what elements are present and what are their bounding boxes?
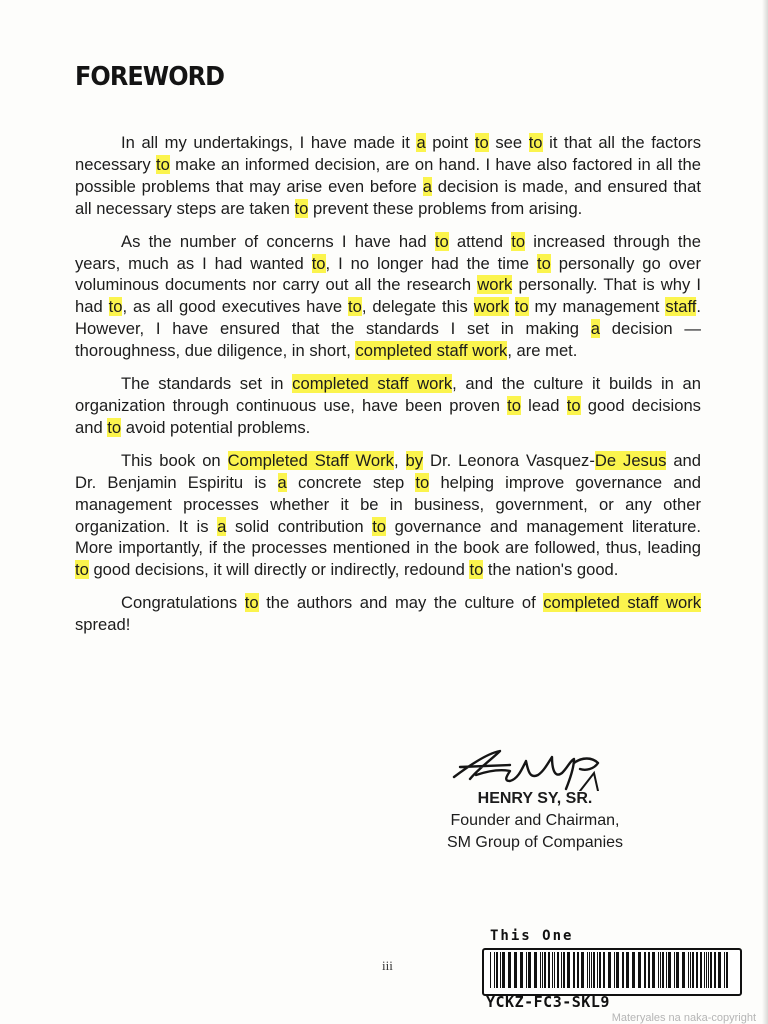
highlighted-text: work: [473, 297, 509, 317]
barcode-bar: [690, 952, 691, 988]
barcode-bar: [710, 952, 712, 988]
barcode: [482, 948, 742, 996]
barcode-bar: [508, 952, 511, 988]
paragraph: [75, 231, 701, 362]
barcode-code: YCKZ-FC3-SKL9: [486, 993, 610, 1011]
text-run: governance and management literature. More importantly, if the processes mentioned in the book are followed, thus, leading: [75, 516, 701, 558]
sticker-label: This One: [490, 928, 574, 944]
barcode-bar: [554, 952, 555, 988]
signatory-company: SM Group of Companies: [446, 834, 624, 851]
barcode-bar: [622, 952, 624, 988]
text-run: Congratulations: [121, 593, 245, 613]
page-number: iii: [382, 958, 393, 973]
barcode-bar: [502, 952, 505, 988]
text-run: Dr. Leonora Vasquez-: [423, 450, 595, 470]
text-run: , and the culture it builds in an organization through continuous use, have been proven: [75, 374, 701, 415]
text-run: make an informed decision, are on hand. I have also factored in all the possible problems that may arise even before: [75, 154, 702, 196]
highlighted-text: staff: [665, 297, 697, 317]
barcode-bar: [528, 952, 531, 988]
highlighted-text: work: [477, 275, 513, 295]
barcode-bar: [614, 952, 615, 988]
highlighted-text: completed staff work: [355, 341, 508, 361]
barcode-bar: [648, 952, 650, 988]
barcode-bar: [500, 952, 501, 988]
highlighted-text: De Jesus: [594, 450, 667, 470]
text-run: , are met.: [507, 341, 578, 361]
barcode-bar: [626, 952, 629, 988]
barcode-bar: [674, 952, 675, 988]
barcode-bar: [603, 952, 605, 988]
barcode-bar: [599, 952, 601, 988]
highlighted-text: to: [311, 253, 326, 273]
copyright-watermark: Materyales na naka-copyright: [611, 1012, 756, 1024]
barcode-bar: [587, 952, 588, 988]
text-run: , I no longer had the time: [325, 253, 537, 273]
text-run: concrete step: [286, 472, 416, 492]
barcode-bar: [724, 952, 725, 988]
highlighted-text: to: [514, 297, 529, 317]
highlighted-text: to: [294, 198, 309, 218]
highlighted-text: to: [415, 472, 430, 492]
highlighted-text: to: [469, 560, 484, 580]
barcode-bar: [660, 952, 661, 988]
barcode-bar: [542, 952, 543, 988]
text-run: helping improve governance and management processes whether it be in business, government, or any other organization. It is: [75, 472, 702, 536]
barcode-bar: [668, 952, 671, 988]
highlighted-text: to: [75, 560, 89, 580]
highlighted-text: a: [217, 516, 227, 536]
text-run: the authors and may the culture of: [258, 593, 544, 613]
barcode-bar: [589, 952, 590, 988]
barcode-bar: [496, 952, 498, 988]
barcode-bar: [608, 952, 611, 988]
text-run: solid contribution: [226, 516, 373, 536]
barcode-bar: [688, 952, 689, 988]
barcode-bar: [597, 952, 598, 988]
text-run: good decisions and: [75, 395, 701, 437]
text-run: As the number of concerns I have had: [121, 231, 435, 251]
highlighted-text: to: [155, 154, 170, 174]
text-run: the nation's good.: [483, 560, 619, 580]
barcode-bars: [484, 950, 736, 990]
barcode-bar: [540, 952, 541, 988]
barcode-bar: [676, 952, 679, 988]
barcode-bar: [534, 952, 537, 988]
text-run: This book on: [121, 450, 228, 470]
barcode-bar: [666, 952, 667, 988]
text-run: increased through the years, much as I had wanted: [75, 231, 702, 273]
text-run: point: [425, 133, 475, 152]
highlighted-text: to: [244, 593, 259, 613]
text-run: spread!: [75, 615, 131, 635]
page-title: FOREWORD: [75, 62, 225, 92]
barcode-bar: [494, 952, 495, 988]
text-run: prevent these problems from arising.: [308, 198, 583, 218]
text-run: good decisions, it will directly or indirectly, redound: [88, 560, 470, 580]
barcode-bar: [708, 952, 709, 988]
signature-block: [400, 788, 670, 854]
text-run: lead: [520, 395, 567, 415]
text-run: and Dr. Benjamin Espiritu is: [75, 450, 701, 492]
barcode-bar: [593, 952, 595, 988]
highlighted-text: to: [434, 231, 449, 251]
paragraph: [75, 450, 701, 581]
text-run: decision — thoroughness, due diligence, in short,: [75, 319, 701, 361]
text-run: . However, I have ensured that the standards I set in making: [75, 297, 701, 339]
barcode-bar: [682, 952, 685, 988]
highlighted-text: to: [507, 395, 521, 415]
text-run: it that all the factors necessary: [75, 133, 701, 174]
signature-image: [448, 745, 628, 791]
text-run: In all my undertakings, I have made it: [121, 133, 417, 152]
barcode-bar: [638, 952, 641, 988]
barcode-bar: [714, 952, 716, 988]
barcode-bar: [520, 952, 523, 988]
barcode-bar: [577, 952, 579, 988]
barcode-bar: [718, 952, 721, 988]
barcode-bar: [561, 952, 562, 988]
paragraph: [75, 592, 701, 636]
barcode-bar: [706, 952, 707, 988]
text-run: personally go over voluminous documents nor carry out all the research: [75, 253, 701, 295]
highlighted-text: a: [416, 133, 426, 152]
text-run: The standards set in: [121, 374, 293, 394]
barcode-bar: [700, 952, 702, 988]
highlighted-text: a: [590, 319, 601, 339]
text-run: my management: [528, 297, 666, 317]
barcode-bar: [490, 952, 491, 988]
text-run: [509, 297, 515, 316]
text-run: avoid potential problems.: [121, 417, 311, 437]
barcode-bar: [581, 952, 584, 988]
barcode-bar: [514, 952, 517, 988]
barcode-bar: [662, 952, 664, 988]
paragraph: [75, 373, 701, 439]
barcode-bar: [526, 952, 527, 988]
text-run: see: [488, 133, 529, 152]
text-run: ,: [393, 450, 406, 470]
barcode-bar: [704, 952, 705, 988]
barcode-bar: [573, 952, 575, 988]
barcode-bar: [591, 952, 592, 988]
barcode-bar: [696, 952, 698, 988]
barcode-bar: [692, 952, 694, 988]
foreword-body: [75, 132, 701, 647]
barcode-bar: [644, 952, 646, 988]
barcode-bar: [616, 952, 619, 988]
highlighted-text: completed staff work: [543, 593, 702, 613]
text-run: attend: [448, 231, 512, 251]
text-run: , as all good executives have: [122, 297, 349, 317]
highlighted-text: a: [277, 472, 287, 492]
barcode-bar: [548, 952, 550, 988]
barcode-bar: [652, 952, 655, 988]
highlighted-text: a: [422, 176, 432, 196]
barcode-bar: [726, 952, 728, 988]
barcode-bar: [563, 952, 565, 988]
signatory-name: HENRY SY, SR.: [477, 790, 593, 807]
highlighted-text: to: [108, 297, 123, 317]
barcode-bar: [632, 952, 635, 988]
barcode-bar: [557, 952, 559, 988]
barcode-bar: [567, 952, 570, 988]
paragraph: [75, 132, 701, 220]
barcode-bar: [552, 952, 553, 988]
highlighted-text: to: [536, 253, 551, 273]
signatory-role: Founder and Chairman,: [450, 812, 620, 829]
highlighted-text: to: [372, 516, 387, 536]
highlighted-text: to: [474, 133, 489, 152]
page-edge-shadow: [762, 0, 768, 1024]
highlighted-text: to: [528, 133, 543, 152]
highlighted-text: to: [348, 297, 362, 317]
text-run: personally. That is why I had: [75, 275, 702, 317]
highlighted-text: to: [511, 231, 526, 251]
highlighted-text: completed staff work: [292, 374, 453, 394]
text-run: , delegate this: [361, 297, 474, 317]
barcode-bar: [544, 952, 546, 988]
highlighted-text: to: [566, 395, 581, 415]
highlighted-text: by: [405, 450, 424, 470]
barcode-bar: [658, 952, 659, 988]
highlighted-text: to: [107, 417, 122, 437]
highlighted-text: Completed Staff Work: [227, 450, 394, 470]
text-run: decision is made, and ensured that all necessary steps are taken: [75, 176, 701, 218]
